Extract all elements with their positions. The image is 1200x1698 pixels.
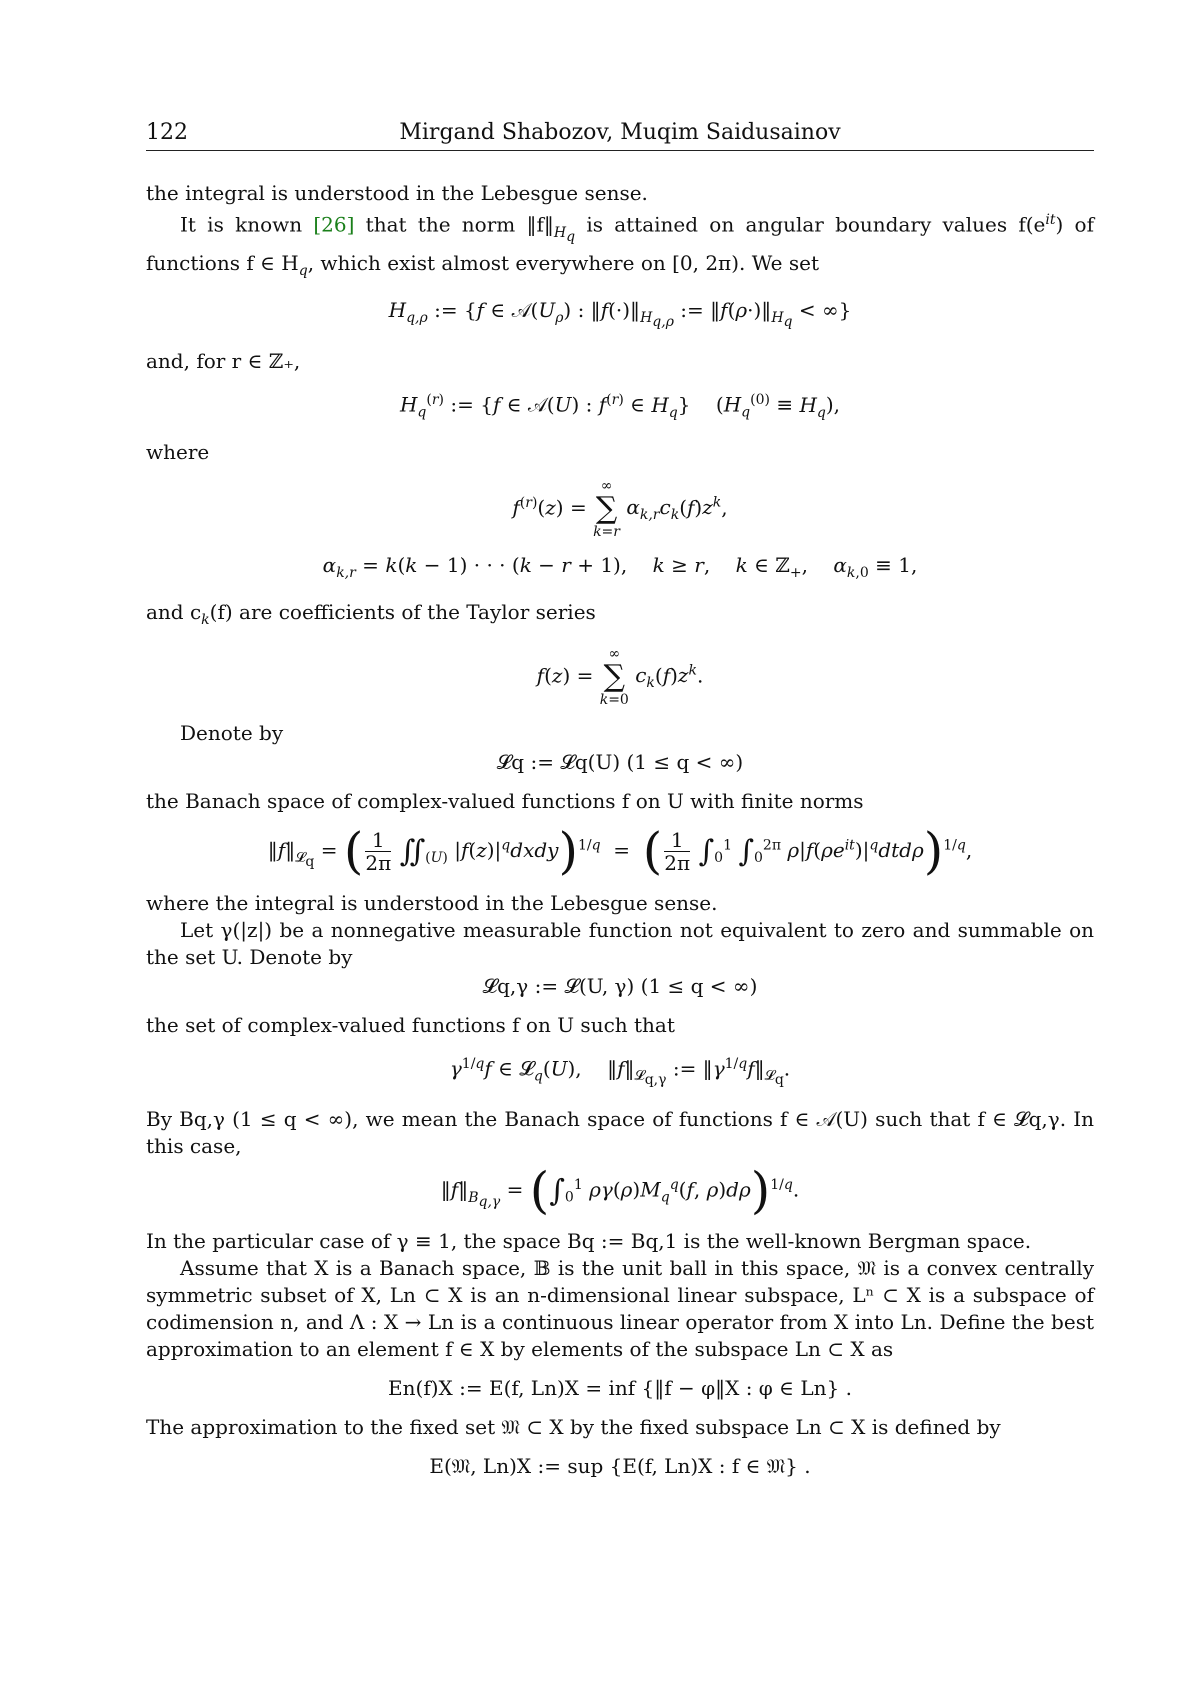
paragraph-banach-assume: Assume that X is a Banach space, 𝔹 is the unit ball in this space, 𝔐 is a convex centrally symmetric subset of X, Ln ⊂ X is an n-dimensional linear subspace, Lⁿ ⊂ X is a subspace of codimension n, and Λ : X → Ln is a continuous linear operator from X into Ln. Define the best approximation to an element f ∈ X by elements of the subspace Ln ⊂ X as xyxy=(146,1255,1094,1361)
paragraph-fixed-set: The approximation to the fixed set 𝔐 ⊂ X by the fixed subspace Ln ⊂ X is defined by xyxy=(146,1414,1001,1439)
paragraph-integral-lebesgue: where the integral is understood in the Lebesgue sense. xyxy=(146,890,718,915)
equation-Bqgamma-norm: $‖f‖_{B_{q,\gamma}} = (\int_0^1$ $\rho\gamma(\rho)M_q^q(f$, ρ)dρ)$^{1/q}$. xyxy=(440,1161,800,1220)
citation-link[interactable]: [26] xyxy=(313,212,355,237)
paragraph-for-r: and, for r ∈ ℤ₊, xyxy=(146,349,301,374)
paragraph-banach-space: the Banach space of complex-valued functions f on U with finite norms xyxy=(146,788,864,813)
paragraph-where: where xyxy=(146,439,210,464)
paragraph-gamma: Let γ(|z|) be a nonnegative measurable function not equivalent to zero and summable on the set U. Denote by xyxy=(146,917,1094,969)
page-number: 122 xyxy=(146,120,188,145)
paragraph-complex-functions: the set of complex-valued functions f on U such that xyxy=(146,1012,675,1037)
running-header xyxy=(146,118,1094,151)
equation-Lq: 𝓛q := 𝓛q(U) (1 ≤ q < ∞) xyxy=(496,749,744,774)
page-body xyxy=(146,180,1094,1492)
equation-taylor-series: f(z) = ∞ ∑ k=0 $c_k(f)z^k$. xyxy=(536,645,704,708)
paragraph-lebesgue: the integral is understood in the Lebesgue sense. xyxy=(146,181,648,205)
equation-Hqr: $H_q^{(r)}$ := {f ∈ 𝒜(U) : $f^{(r)}$ ∈ $H_q$} $(H_q^{(0)} \equiv H_q)$, xyxy=(399,392,841,421)
equation-alpha: $\alpha_{k,r} = k(k - 1)$ · · · (k − r + 1), k ≥ r, k ∈ ℤ$_+$, $\alpha_{k,0} \equiv 1$, xyxy=(322,552,918,581)
paragraph-norm-attained: It is known [26] that the norm $‖f‖_{H_q}$ is attained on angular boundary values $f(e^{it})$ of functions f ∈ $H_q$, which exist almost everywhere on [0, 2π). We set xyxy=(146,212,1095,280)
equation-set-approximation: E(𝔐, Ln)X := sup {E(f, Ln)X : f ∈ 𝔐} . xyxy=(429,1453,811,1478)
equation-gamma-norm: $\gamma^{1/q}f$ ∈ 𝓛$_q$(U), $‖f‖_{𝓛_{q,\gamma}}$ := $‖\gamma^{1/q}f‖_{𝓛_q}$. xyxy=(449,1055,791,1089)
equation-Lq-norm: $‖f‖_{𝓛_q}$ = ( $\frac{1}{2\pi}$ $∬_{(U)}$ $|f(z)|^qdxdy)^{1/q}$ = ( $\frac{1}{2\pi}$ $\int_0^1$ $\int_0^{2\pi}$ $\rho|f(\rho e^{it})|^qdtd\rho)^{1/q}$, xyxy=(267,821,973,880)
equation-Lqgamma: 𝓛q,γ := 𝓛(U, γ) (1 ≤ q < ∞) xyxy=(482,973,758,998)
paragraph-bergman-space: In the particular case of γ ≡ 1, the space Bq := Bq,1 is the well-known Bergman space. xyxy=(146,1228,1032,1253)
equation-Hqrho: $H_{q,\rho}$ := {f ∈ $𝒜(U_\rho)$ : $‖f(\cdot)‖_{H_{q,\rho}}$ := $‖f(\rho\cdot)‖_{H_q}$ < ∞} xyxy=(388,298,852,331)
equation-derivative-series: $f^{(r)}(z)$ = ∞ ∑ k=r $\alpha_{k,r}c_k(f)z^k$, xyxy=(512,477,728,540)
paragraph-denote: Denote by xyxy=(180,720,284,745)
equation-best-approximation: En(f)X := E(f, Ln)X = inf {‖f − φ‖X : φ ∈ Ln} . xyxy=(388,1375,852,1400)
paragraph-taylor: and $c_k(f)$ are coefficients of the Taylor series xyxy=(146,599,596,628)
running-authors: Mirgand Shabozov, Muqim Saidusainov xyxy=(399,120,841,145)
paragraph-bergman-def: By Bq,γ (1 ≤ q < ∞), we mean the Banach space of functions f ∈ 𝒜(U) such that f ∈ 𝓛q,γ. In this case, xyxy=(146,1107,1094,1159)
